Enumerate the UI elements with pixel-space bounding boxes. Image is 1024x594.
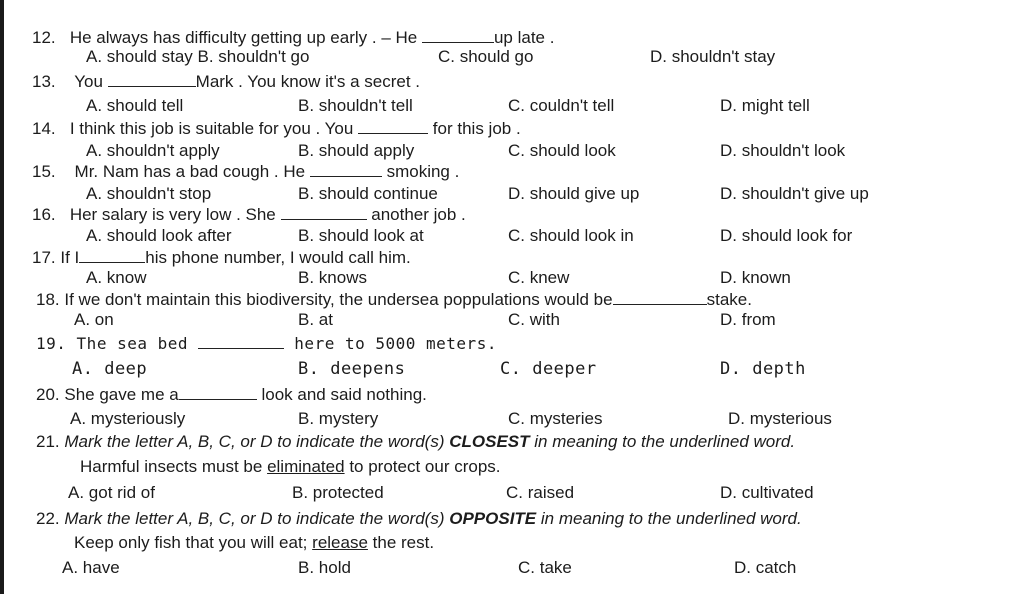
question-20-option-d[interactable]: D. mysterious — [728, 409, 832, 428]
question-18-option-d[interactable]: D. from — [720, 310, 776, 329]
question-12-option-ab[interactable]: A. should stay B. shouldn't go — [86, 47, 310, 66]
question-number: 17. If I — [32, 248, 80, 267]
question-number: 20. — [36, 385, 60, 404]
question-22-sentence: Keep only fish that you will eat; release the rest. — [74, 533, 435, 552]
question-21-sentence: Harmful insects must be eliminated to protect our crops. — [80, 457, 501, 476]
page-left-border — [0, 0, 4, 594]
question-19-option-b[interactable]: B. deepens — [298, 359, 406, 379]
question-17-option-b[interactable]: B. knows — [298, 268, 367, 287]
question-19-option-c[interactable]: C. deeper — [500, 359, 597, 379]
question-18-stem: 18. If we don't maintain this biodiversity, the undersea poppulations would be stake. — [36, 290, 752, 309]
answer-blank[interactable] — [79, 248, 145, 263]
question-16-option-b[interactable]: B. should look at — [298, 226, 424, 245]
question-14-option-a[interactable]: A. shouldn't apply — [86, 141, 220, 160]
question-12-option-d[interactable]: D. shouldn't stay — [650, 47, 776, 66]
answer-blank[interactable] — [281, 205, 367, 220]
question-14-option-b[interactable]: B. should apply — [298, 141, 415, 160]
answer-blank[interactable] — [358, 119, 428, 134]
answer-blank[interactable] — [613, 290, 707, 305]
question-20-option-c[interactable]: C. mysteries — [508, 409, 603, 428]
question-number: 13. — [32, 72, 56, 91]
question-15-option-d[interactable]: D. shouldn't give up — [720, 184, 869, 203]
question-14-stem: 14. I think this job is suitable for you . You for this job . — [32, 119, 521, 138]
question-17-option-d[interactable]: D. known — [720, 268, 791, 287]
question-22-option-d[interactable]: D. catch — [734, 558, 797, 577]
question-number: 14. — [32, 119, 56, 138]
question-22-option-a[interactable]: A. have — [62, 558, 120, 577]
question-22-instruction: 22. Mark the letter A, B, C, or D to indicate the word(s) OPPOSITE in meaning to the underlined word. — [36, 509, 802, 528]
question-16-stem: 16. Her salary is very low . She another job . — [32, 205, 466, 224]
question-13-option-d[interactable]: D. might tell — [720, 96, 810, 115]
question-13-option-c[interactable]: C. couldn't tell — [508, 96, 615, 115]
question-number: 22. — [36, 509, 60, 528]
question-number: 19. — [36, 334, 67, 353]
answer-blank[interactable] — [179, 385, 257, 400]
question-number: 16. — [32, 205, 56, 224]
question-21-option-a[interactable]: A. got rid of — [68, 483, 155, 502]
question-21-option-c[interactable]: C. raised — [506, 483, 575, 502]
question-15-stem: 15. Mr. Nam has a bad cough . He smoking . — [32, 162, 460, 181]
question-12-stem: 12. He always has difficulty getting up early . – He up late . — [32, 28, 555, 47]
question-21-instruction: 21. Mark the letter A, B, C, or D to indicate the word(s) CLOSEST in meaning to the underlined word. — [36, 432, 796, 451]
question-15-option-a[interactable]: A. shouldn't stop — [86, 184, 212, 203]
answer-blank[interactable] — [310, 162, 382, 177]
question-17-option-a[interactable]: A. know — [86, 268, 147, 287]
question-17-option-c[interactable]: C. knew — [508, 268, 570, 287]
question-18-option-b[interactable]: B. at — [298, 310, 333, 329]
question-20-option-b[interactable]: B. mystery — [298, 409, 379, 428]
question-22-option-c[interactable]: C. take — [518, 558, 572, 577]
keyword-opposite: OPPOSITE — [449, 509, 537, 528]
answer-blank[interactable] — [422, 28, 494, 43]
question-14-option-d[interactable]: D. shouldn't look — [720, 141, 846, 160]
question-15-option-b[interactable]: B. should continue — [298, 184, 438, 203]
question-20-stem: 20. She gave me a look and said nothing. — [36, 385, 427, 404]
question-18-option-c[interactable]: C. with — [508, 310, 560, 329]
question-13-option-b[interactable]: B. shouldn't tell — [298, 96, 413, 115]
question-16-option-d[interactable]: D. should look for — [720, 226, 853, 245]
question-12-option-c[interactable]: C. should go — [438, 47, 534, 66]
question-13-stem: 13. You Mark . You know it's a secret . — [32, 72, 421, 91]
question-13-option-a[interactable]: A. should tell — [86, 96, 184, 115]
question-21-option-b[interactable]: B. protected — [292, 483, 384, 502]
question-16-option-c[interactable]: C. should look in — [508, 226, 634, 245]
question-17-stem: 17. If I his phone number, I would call him. — [32, 248, 411, 267]
question-20-option-a[interactable]: A. mysteriously — [70, 409, 186, 428]
question-number: 12. — [32, 28, 56, 47]
answer-blank[interactable] — [198, 334, 284, 349]
question-19-option-a[interactable]: A. deep — [72, 359, 148, 379]
question-14-option-c[interactable]: C. should look — [508, 141, 616, 160]
question-18-option-a[interactable]: A. on — [74, 310, 114, 329]
question-21-option-d[interactable]: D. cultivated — [720, 483, 814, 502]
question-16-option-a[interactable]: A. should look after — [86, 226, 232, 245]
question-19-option-d[interactable]: D. depth — [720, 359, 806, 379]
underlined-word: release — [312, 533, 368, 552]
question-number: 18. — [36, 290, 60, 309]
question-19-stem: 19. The sea bed here to 5000 meters. — [36, 334, 497, 353]
question-number: 15. — [32, 162, 56, 181]
underlined-word: eliminated — [267, 457, 345, 476]
answer-blank[interactable] — [108, 72, 196, 87]
question-15-option-c[interactable]: D. should give up — [508, 184, 640, 203]
question-number: 21. — [36, 432, 60, 451]
keyword-closest: CLOSEST — [449, 432, 530, 451]
question-22-option-b[interactable]: B. hold — [298, 558, 351, 577]
